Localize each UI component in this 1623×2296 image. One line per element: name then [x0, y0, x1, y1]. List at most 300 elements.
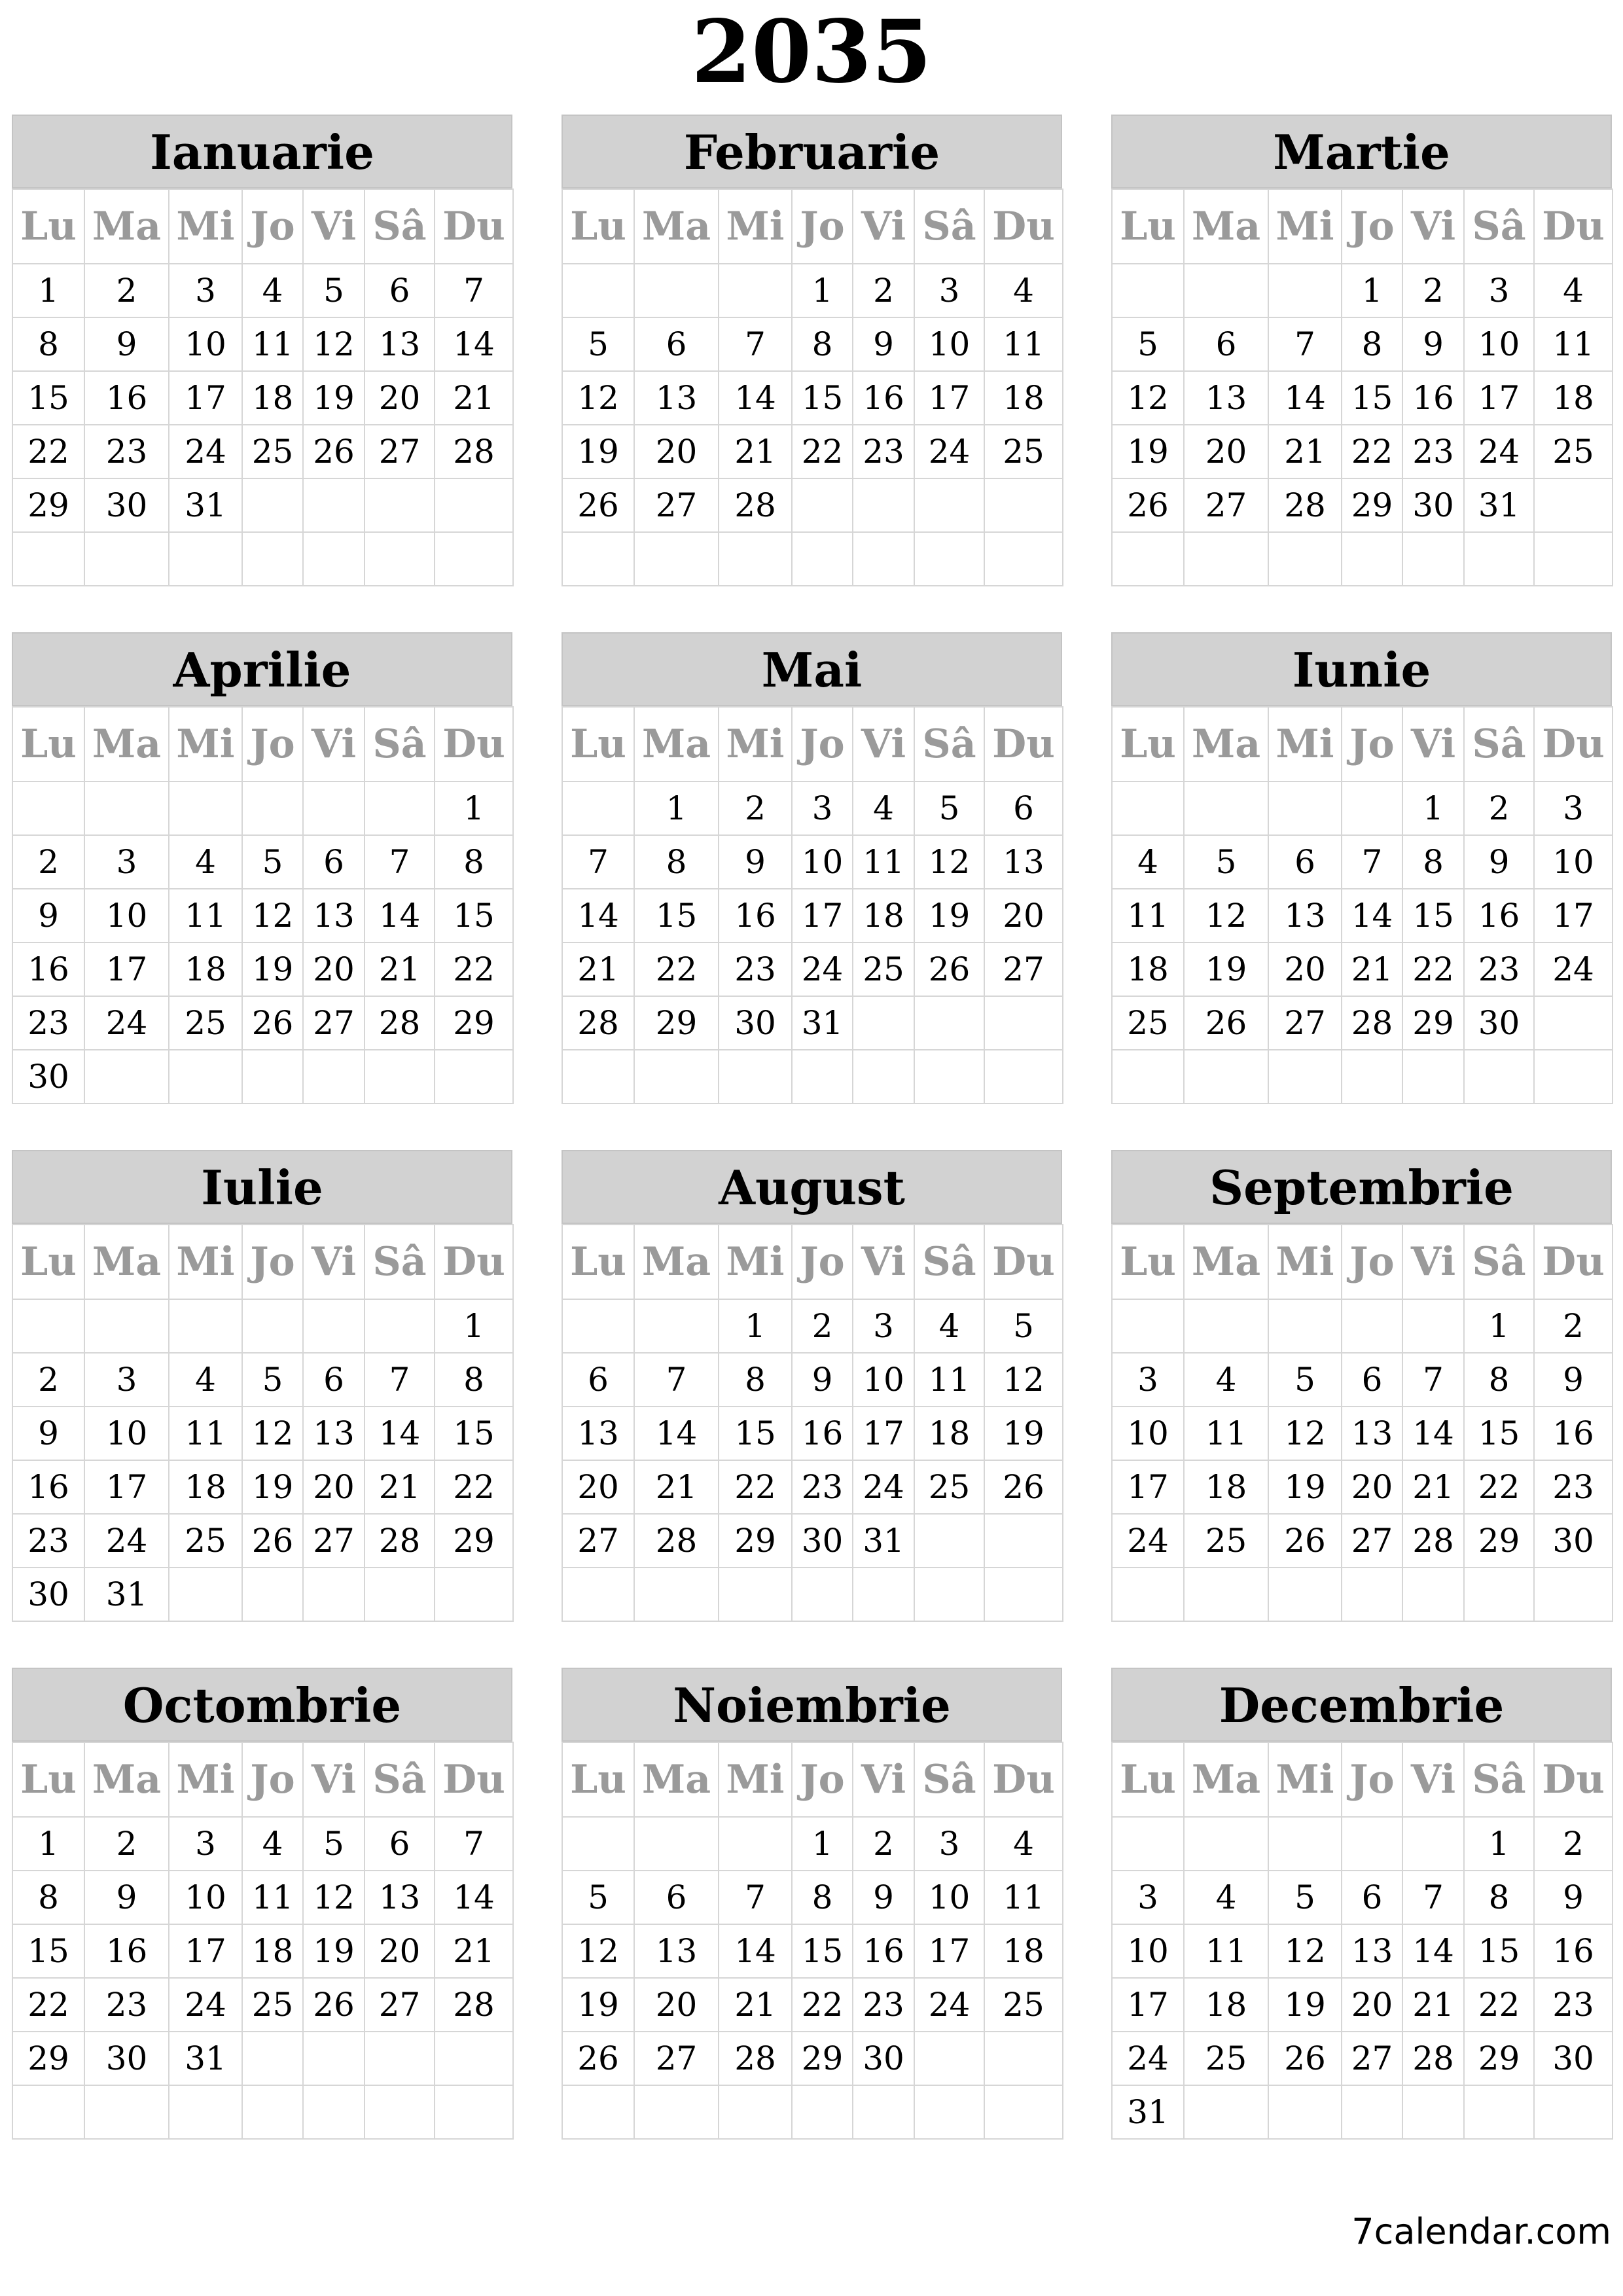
day-cell: 9	[84, 1871, 169, 1924]
day-cell: 10	[84, 1407, 169, 1460]
weekday-label: Jo	[1342, 189, 1402, 264]
day-cell: 17	[792, 889, 853, 942]
day-cell: 8	[792, 317, 853, 371]
weekday-label: Vi	[1402, 1742, 1464, 1817]
weekday-label: Mi	[719, 189, 792, 264]
weekday-label: Jo	[792, 189, 853, 264]
day-cell: 17	[169, 1924, 242, 1978]
day-cell	[303, 1050, 365, 1103]
day-cell	[634, 1817, 719, 1871]
day-cell: 13	[984, 835, 1063, 889]
day-cell: 6	[562, 1353, 634, 1407]
day-cell: 24	[84, 996, 169, 1050]
weekday-label: Mi	[169, 189, 242, 264]
day-cell: 5	[1184, 835, 1268, 889]
day-cell	[435, 2032, 513, 2085]
day-cell: 26	[1268, 2032, 1342, 2085]
weekday-label: Mi	[1268, 189, 1342, 264]
year-title: 2035	[691, 1, 932, 103]
day-cell: 21	[435, 371, 513, 425]
month-calendar	[12, 632, 512, 1104]
day-cell: 14	[634, 1407, 719, 1460]
week-row	[1112, 996, 1613, 1050]
day-cell: 4	[1112, 835, 1184, 889]
week-row	[1112, 425, 1613, 478]
day-cell	[365, 1050, 435, 1103]
day-cell	[1184, 264, 1268, 317]
day-cell: 15	[435, 889, 513, 942]
day-cell: 30	[84, 2032, 169, 2085]
weekday-label: Mi	[1268, 1225, 1342, 1299]
day-cell: 5	[303, 1817, 365, 1871]
day-cell: 13	[562, 1407, 634, 1460]
week-row	[562, 478, 1063, 532]
day-cell: 28	[1268, 478, 1342, 532]
day-cell	[634, 2085, 719, 2139]
day-cell: 24	[84, 1514, 169, 1568]
week-row	[12, 889, 513, 942]
day-cell	[914, 1568, 984, 1621]
week-row	[1112, 1978, 1613, 2032]
day-cell: 18	[1184, 1978, 1268, 2032]
week-row	[12, 1353, 513, 1407]
day-cell: 22	[12, 1978, 84, 2032]
month-name: Septembrie	[1111, 1150, 1612, 1224]
day-cell: 12	[1268, 1924, 1342, 1978]
weekday-label: Vi	[1402, 707, 1464, 781]
day-cell: 14	[1402, 1924, 1464, 1978]
day-cell: 10	[914, 1871, 984, 1924]
day-cell: 5	[562, 317, 634, 371]
month-grid	[562, 1742, 1063, 2140]
day-cell	[792, 2085, 853, 2139]
day-cell: 14	[1342, 889, 1402, 942]
month-calendar	[1111, 115, 1612, 586]
day-cell: 22	[634, 942, 719, 996]
day-cell	[84, 781, 169, 835]
day-cell	[719, 2085, 792, 2139]
day-cell: 22	[792, 1978, 853, 2032]
day-cell: 1	[1342, 264, 1402, 317]
week-row	[1112, 264, 1613, 317]
day-cell: 10	[84, 889, 169, 942]
day-cell	[792, 1050, 853, 1103]
day-cell: 23	[719, 942, 792, 996]
week-row	[562, 2032, 1063, 2085]
day-cell: 3	[84, 1353, 169, 1407]
day-cell: 14	[719, 371, 792, 425]
week-row	[12, 1978, 513, 2032]
week-row	[1112, 1817, 1613, 1871]
day-cell: 17	[84, 1460, 169, 1514]
day-cell: 16	[1534, 1924, 1613, 1978]
day-cell: 30	[1534, 1514, 1613, 1568]
day-cell: 23	[84, 1978, 169, 2032]
day-cell: 24	[169, 1978, 242, 2032]
day-cell: 21	[1402, 1460, 1464, 1514]
day-cell: 4	[1184, 1353, 1268, 1407]
day-cell: 15	[12, 1924, 84, 1978]
day-cell: 5	[1112, 317, 1184, 371]
day-cell	[435, 1568, 513, 1621]
day-cell: 24	[1464, 425, 1534, 478]
day-cell: 28	[435, 425, 513, 478]
day-cell	[1184, 532, 1268, 586]
day-cell: 11	[1112, 889, 1184, 942]
day-cell: 14	[435, 1871, 513, 1924]
month-name: August	[562, 1150, 1062, 1224]
day-cell: 28	[435, 1978, 513, 2032]
weekday-label: Sâ	[365, 1742, 435, 1817]
day-cell: 2	[84, 1817, 169, 1871]
day-cell: 25	[984, 425, 1063, 478]
day-cell: 1	[435, 781, 513, 835]
day-cell: 22	[1464, 1460, 1534, 1514]
day-cell: 25	[1184, 2032, 1268, 2085]
day-cell	[562, 781, 634, 835]
day-cell: 3	[1112, 1353, 1184, 1407]
weekday-label: Du	[1534, 1225, 1613, 1299]
day-cell: 13	[1342, 1407, 1402, 1460]
day-cell: 9	[853, 1871, 914, 1924]
month-name: Mai	[562, 632, 1062, 706]
weekday-label: Ma	[1184, 189, 1268, 264]
day-cell	[1184, 781, 1268, 835]
weekday-label: Lu	[12, 1742, 84, 1817]
day-cell: 23	[1402, 425, 1464, 478]
day-cell: 8	[435, 1353, 513, 1407]
weekday-label: Ma	[84, 707, 169, 781]
weekday-label: Sâ	[365, 1225, 435, 1299]
weekday-label: Mi	[719, 1225, 792, 1299]
day-cell: 21	[435, 1924, 513, 1978]
day-cell: 4	[169, 1353, 242, 1407]
week-row	[562, 1871, 1063, 1924]
day-cell: 22	[719, 1460, 792, 1514]
day-cell	[719, 264, 792, 317]
week-row	[1112, 1353, 1613, 1407]
month-calendar	[12, 115, 512, 586]
weekday-label: Vi	[1402, 189, 1464, 264]
day-cell: 15	[792, 1924, 853, 1978]
day-cell: 6	[1268, 835, 1342, 889]
day-cell: 12	[242, 1407, 303, 1460]
day-cell: 10	[1464, 317, 1534, 371]
day-cell: 27	[984, 942, 1063, 996]
day-cell	[12, 532, 84, 586]
day-cell	[914, 1050, 984, 1103]
day-cell: 18	[914, 1407, 984, 1460]
day-cell	[1112, 1568, 1184, 1621]
day-cell: 3	[1534, 781, 1613, 835]
month-name: Februarie	[562, 115, 1062, 188]
day-cell	[1184, 1299, 1268, 1353]
day-cell: 5	[562, 1871, 634, 1924]
week-row	[562, 2085, 1063, 2139]
day-cell: 27	[1184, 478, 1268, 532]
day-cell	[984, 996, 1063, 1050]
day-cell	[719, 1050, 792, 1103]
day-cell: 27	[634, 478, 719, 532]
day-cell: 7	[435, 1817, 513, 1871]
day-cell: 8	[12, 1871, 84, 1924]
weekday-label: Lu	[1112, 1225, 1184, 1299]
day-cell: 2	[853, 1817, 914, 1871]
day-cell: 9	[853, 317, 914, 371]
day-cell	[562, 1050, 634, 1103]
day-cell: 15	[634, 889, 719, 942]
weekday-header-row	[1112, 707, 1613, 781]
day-cell: 9	[1534, 1353, 1613, 1407]
day-cell: 7	[435, 264, 513, 317]
day-cell	[435, 532, 513, 586]
day-cell: 24	[1112, 2032, 1184, 2085]
weekday-label: Ma	[634, 1742, 719, 1817]
day-cell: 22	[12, 425, 84, 478]
month-grid	[1111, 1742, 1613, 2140]
day-cell: 22	[435, 1460, 513, 1514]
day-cell: 4	[242, 264, 303, 317]
day-cell: 8	[1342, 317, 1402, 371]
day-cell: 8	[792, 1871, 853, 1924]
weekday-label: Jo	[242, 1225, 303, 1299]
weekday-label: Vi	[853, 707, 914, 781]
day-cell	[12, 781, 84, 835]
weekday-label: Vi	[853, 1225, 914, 1299]
day-cell: 8	[1402, 835, 1464, 889]
day-cell	[365, 478, 435, 532]
day-cell: 25	[1534, 425, 1613, 478]
day-cell: 7	[562, 835, 634, 889]
day-cell: 28	[365, 1514, 435, 1568]
day-cell: 28	[1402, 1514, 1464, 1568]
day-cell: 4	[169, 835, 242, 889]
day-cell: 16	[84, 371, 169, 425]
day-cell	[634, 532, 719, 586]
day-cell: 31	[1464, 478, 1534, 532]
day-cell: 29	[1464, 2032, 1534, 2085]
weekday-label: Vi	[303, 1225, 365, 1299]
day-cell: 18	[984, 371, 1063, 425]
day-cell: 15	[435, 1407, 513, 1460]
day-cell: 13	[365, 317, 435, 371]
day-cell: 9	[792, 1353, 853, 1407]
day-cell: 17	[1534, 889, 1613, 942]
day-cell	[242, 532, 303, 586]
day-cell: 21	[719, 1978, 792, 2032]
day-cell: 27	[562, 1514, 634, 1568]
day-cell: 20	[1268, 942, 1342, 996]
day-cell: 29	[1342, 478, 1402, 532]
day-cell	[719, 1568, 792, 1621]
day-cell: 2	[853, 264, 914, 317]
week-row	[12, 1817, 513, 1871]
day-cell: 29	[1402, 996, 1464, 1050]
day-cell	[242, 2032, 303, 2085]
day-cell	[792, 532, 853, 586]
week-row	[562, 1353, 1063, 1407]
day-cell: 12	[914, 835, 984, 889]
day-cell	[562, 2085, 634, 2139]
day-cell: 11	[984, 317, 1063, 371]
weekday-label: Du	[984, 1742, 1063, 1817]
day-cell	[242, 781, 303, 835]
day-cell: 9	[1402, 317, 1464, 371]
day-cell	[169, 1299, 242, 1353]
day-cell: 12	[303, 1871, 365, 1924]
day-cell: 13	[1184, 371, 1268, 425]
day-cell: 3	[1112, 1871, 1184, 1924]
day-cell	[562, 1568, 634, 1621]
week-row	[12, 1924, 513, 1978]
weekday-label: Mi	[169, 1225, 242, 1299]
day-cell	[169, 1568, 242, 1621]
day-cell: 16	[1464, 889, 1534, 942]
weekday-label: Jo	[792, 1742, 853, 1817]
day-cell	[12, 1299, 84, 1353]
day-cell	[169, 781, 242, 835]
day-cell: 2	[12, 835, 84, 889]
week-row	[12, 2085, 513, 2139]
week-row	[12, 1514, 513, 1568]
day-cell: 17	[169, 371, 242, 425]
weekday-header-row	[562, 1225, 1063, 1299]
week-row	[12, 317, 513, 371]
day-cell	[1112, 1817, 1184, 1871]
month-calendar	[12, 1150, 512, 1622]
weekday-header-row	[562, 1742, 1063, 1817]
weekday-label: Sâ	[1464, 1742, 1534, 1817]
day-cell	[634, 1050, 719, 1103]
weekday-label: Vi	[303, 189, 365, 264]
weekday-label: Jo	[1342, 1225, 1402, 1299]
week-row	[562, 996, 1063, 1050]
day-cell: 15	[1464, 1407, 1534, 1460]
day-cell	[634, 1299, 719, 1353]
day-cell: 23	[84, 425, 169, 478]
day-cell: 30	[1534, 2032, 1613, 2085]
day-cell	[1112, 1299, 1184, 1353]
day-cell: 12	[984, 1353, 1063, 1407]
day-cell: 18	[242, 1924, 303, 1978]
day-cell: 8	[12, 317, 84, 371]
day-cell: 12	[1184, 889, 1268, 942]
day-cell: 27	[1342, 2032, 1402, 2085]
day-cell: 31	[84, 1568, 169, 1621]
day-cell	[1184, 1568, 1268, 1621]
day-cell	[1268, 2085, 1342, 2139]
day-cell: 2	[1402, 264, 1464, 317]
day-cell	[914, 478, 984, 532]
week-row	[1112, 835, 1613, 889]
day-cell: 6	[303, 835, 365, 889]
week-row	[1112, 1460, 1613, 1514]
day-cell: 27	[1268, 996, 1342, 1050]
day-cell: 1	[1402, 781, 1464, 835]
day-cell: 17	[1464, 371, 1534, 425]
day-cell: 9	[1464, 835, 1534, 889]
day-cell	[242, 1299, 303, 1353]
day-cell: 4	[984, 1817, 1063, 1871]
day-cell: 30	[12, 1050, 84, 1103]
day-cell: 28	[1342, 996, 1402, 1050]
day-cell: 11	[1534, 317, 1613, 371]
day-cell: 5	[242, 835, 303, 889]
day-cell: 16	[12, 942, 84, 996]
day-cell: 30	[84, 478, 169, 532]
day-cell: 7	[1402, 1871, 1464, 1924]
day-cell	[1342, 1568, 1402, 1621]
day-cell: 23	[1534, 1978, 1613, 2032]
weekday-label: Sâ	[365, 707, 435, 781]
day-cell: 16	[1402, 371, 1464, 425]
day-cell: 3	[169, 264, 242, 317]
day-cell: 23	[12, 996, 84, 1050]
weekday-label: Mi	[169, 707, 242, 781]
month-calendar	[562, 115, 1062, 586]
day-cell	[1464, 1050, 1534, 1103]
day-cell: 20	[303, 942, 365, 996]
day-cell: 1	[719, 1299, 792, 1353]
weekday-header-row	[12, 1225, 513, 1299]
day-cell: 3	[914, 1817, 984, 1871]
day-cell	[984, 1514, 1063, 1568]
day-cell: 28	[562, 996, 634, 1050]
day-cell: 7	[1268, 317, 1342, 371]
weekday-label: Jo	[1342, 1742, 1402, 1817]
day-cell: 13	[303, 889, 365, 942]
weekday-label: Du	[435, 189, 513, 264]
day-cell: 20	[1342, 1460, 1402, 1514]
day-cell: 4	[1184, 1871, 1268, 1924]
day-cell: 13	[634, 1924, 719, 1978]
week-row	[1112, 1871, 1613, 1924]
day-cell	[1534, 996, 1613, 1050]
day-cell: 2	[1534, 1299, 1613, 1353]
day-cell: 19	[1112, 425, 1184, 478]
weekday-label: Ma	[84, 189, 169, 264]
day-cell: 11	[914, 1353, 984, 1407]
day-cell: 3	[853, 1299, 914, 1353]
week-row	[562, 1407, 1063, 1460]
day-cell: 3	[169, 1817, 242, 1871]
day-cell: 25	[1112, 996, 1184, 1050]
week-row	[12, 264, 513, 317]
day-cell: 17	[1112, 1978, 1184, 2032]
weekday-header-row	[1112, 1225, 1613, 1299]
day-cell	[1342, 781, 1402, 835]
day-cell: 19	[984, 1407, 1063, 1460]
day-cell: 20	[634, 1978, 719, 2032]
day-cell: 15	[792, 371, 853, 425]
day-cell: 20	[365, 1924, 435, 1978]
day-cell: 16	[719, 889, 792, 942]
weekday-header-row	[12, 1742, 513, 1817]
weekday-label: Jo	[792, 1225, 853, 1299]
day-cell: 20	[634, 425, 719, 478]
day-cell: 20	[365, 371, 435, 425]
day-cell	[914, 2032, 984, 2085]
day-cell	[634, 1568, 719, 1621]
week-row	[1112, 371, 1613, 425]
weekday-label: Lu	[12, 1225, 84, 1299]
weekday-label: Du	[1534, 1742, 1613, 1817]
month-calendar	[562, 1150, 1062, 1622]
day-cell: 2	[719, 781, 792, 835]
day-cell: 26	[562, 478, 634, 532]
week-row	[1112, 317, 1613, 371]
day-cell: 20	[1342, 1978, 1402, 2032]
